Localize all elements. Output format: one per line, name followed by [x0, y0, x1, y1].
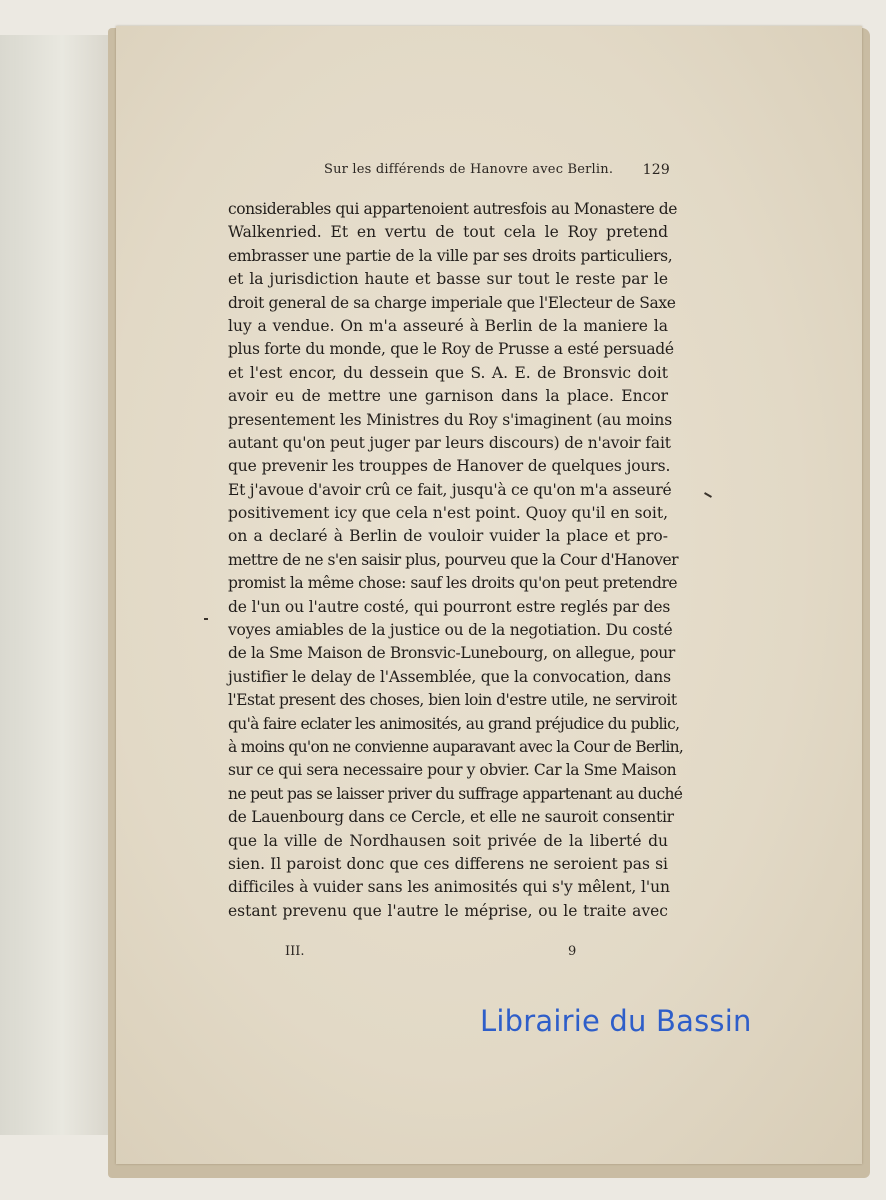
text-line: sien. Il paroist donc que ces differens ne seroient pas si	[228, 854, 668, 873]
text-line: qu'à faire eclater les animosités, au grand préjudice du public,	[228, 714, 680, 733]
page-number: 129	[642, 162, 670, 178]
text-line: positivement icy que cela n'est point. Quoy qu'il en soit,	[228, 504, 668, 523]
adjacent-page-surface	[14, 35, 110, 1135]
text-line: et l'est encor, du dessein que S. A. E. de Bronsvic doit	[228, 363, 668, 382]
text-line: promist la même chose: sauf les droits qu'on peut pretendre	[228, 574, 678, 593]
text-line: et la jurisdiction haute et basse sur tout le reste par le	[228, 270, 668, 289]
text-line: difficiles à vuider sans les animosités qui s'y mêlent, l'un	[228, 878, 670, 897]
adjacent-page-cover	[0, 35, 119, 1135]
body-text	[228, 198, 684, 923]
running-title: Sur les différends de Hanovre avec Berlin.	[324, 162, 614, 177]
signature-mark: 9	[568, 944, 577, 959]
text-line: de l'un ou l'autre costé, qui pourront estre reglés par des	[228, 597, 671, 616]
text-line: à moins qu'on ne convienne auparavant avec la Cour de Berlin,	[228, 737, 684, 756]
page-footer	[285, 944, 585, 964]
text-line: plus forte du monde, que le Roy de Prusse a esté persuadé	[228, 340, 674, 359]
text-line: Walkenried. Et en vertu de tout cela le Roy pretend	[228, 223, 668, 242]
text-line: droit general de sa charge imperiale que l'Electeur de Saxe	[228, 293, 676, 312]
text-line: Et j'avoue d'avoir crû ce fait, jusqu'à ce qu'on m'a asseuré	[228, 480, 672, 499]
text-line: que prevenir les trouppes de Hanover de quelques jours.	[228, 457, 671, 476]
text-line: mettre de ne s'en saisir plus, pourveu que la Cour d'Hanover	[228, 550, 679, 569]
text-line: luy a vendue. On m'a asseuré à Berlin de la maniere la	[228, 316, 668, 335]
text-line: on a declaré à Berlin de vouloir vuider la place et pro-	[228, 527, 668, 546]
text-line: justifier le delay de l'Assemblée, que la convocation, dans	[228, 667, 671, 686]
text-line: avoir eu de mettre une garnison dans la place. Encor	[228, 387, 668, 406]
text-line: autant qu'on peut juger par leurs discours) de n'avoir fait	[228, 433, 671, 452]
text-line: considerables qui appartenoient autresfois au Monastere de	[228, 200, 678, 218]
ink-speck	[204, 618, 208, 620]
watermark: Librairie du Bassin	[480, 1004, 752, 1038]
text-line: ne peut pas se laisser priver du suffrage appartenant au duché	[228, 784, 683, 803]
text-line: sur ce qui sera necessaire pour y obvier. Car la Sme Maison	[228, 761, 677, 780]
text-line: embrasser une partie de la ville par ses droits particuliers,	[228, 246, 673, 265]
text-line: presentement les Ministres du Roy s'imaginent (au moins	[228, 410, 673, 429]
text-line: estant prevenu que l'autre le méprise, ou le traite avec	[228, 901, 668, 920]
text-line: voyes amiables de la justice ou de la negotiation. Du costé	[228, 621, 673, 640]
text-line: l'Estat present des choses, bien loin d'estre utile, ne serviroit	[228, 691, 677, 710]
text-line: de Lauenbourg dans ce Cercle, et elle ne sauroit consentir	[228, 808, 674, 827]
page-header	[324, 162, 670, 184]
volume-number: III.	[285, 944, 305, 959]
text-line: que la ville de Nordhausen soit privée de la liberté du	[228, 831, 668, 850]
text-line: de la Sme Maison de Bronsvic-Lunebourg, on allegue, pour	[228, 644, 675, 663]
